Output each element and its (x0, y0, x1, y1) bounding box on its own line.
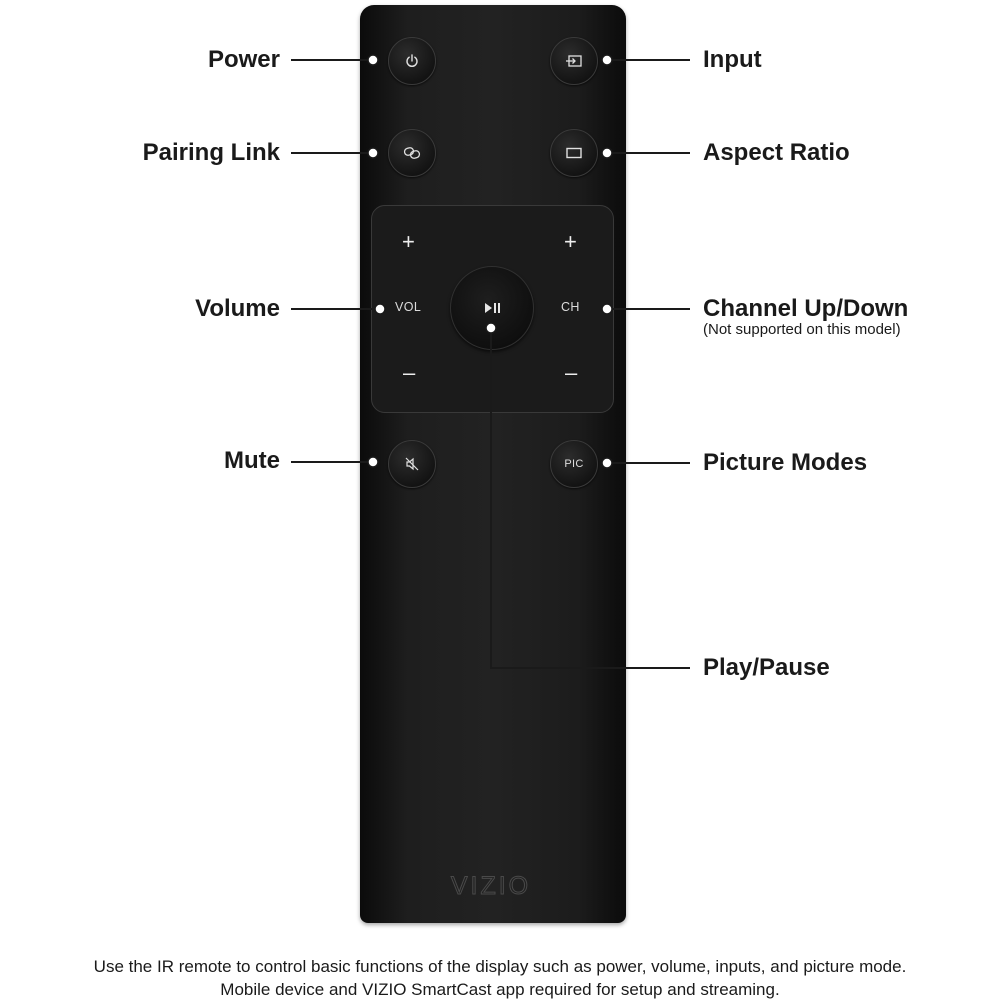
callout-channel: Channel Up/Down (703, 295, 909, 322)
callout-mute: Mute (224, 447, 280, 474)
footer-line-1: Use the IR remote to control basic functions of the display such as power, volume, inputs, and picture mode. (93, 957, 907, 976)
volume-down-button[interactable]: – (403, 360, 416, 385)
footer-line-2: Mobile device and VIZIO SmartCast app required for setup and streaming. (220, 980, 780, 999)
callout-pairing-link: Pairing Link (142, 139, 280, 166)
callout-channel-note: (Not supported on this model) (703, 321, 901, 338)
ch-label: CH (561, 300, 580, 314)
callout-play-pause: Play/Pause (703, 654, 830, 681)
channel-up-button[interactable]: + (564, 229, 577, 254)
vol-label: VOL (395, 300, 422, 314)
callout-power: Power (207, 46, 280, 73)
footer-caption (0, 955, 1000, 1001)
callout-volume: Volume (195, 295, 280, 322)
callout-picture-modes: Picture Modes (703, 449, 868, 476)
channel-down-button[interactable]: – (565, 360, 578, 385)
callout-aspect-ratio: Aspect Ratio (703, 139, 850, 166)
pic-label: PIC (564, 458, 584, 470)
callout-input: Input (703, 46, 762, 73)
volume-up-button[interactable]: + (402, 229, 415, 254)
svg-text:VIZIO: VIZIO (450, 872, 532, 898)
